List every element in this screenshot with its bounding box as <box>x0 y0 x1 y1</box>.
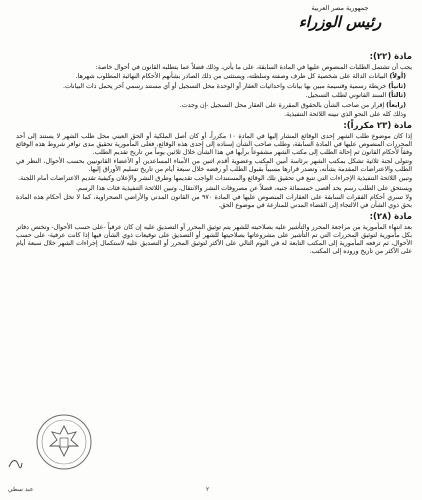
article-22-item-3 <box>16 92 412 100</box>
article-22-item-4 <box>16 102 412 110</box>
article-23bis-paragraph-4: ويستحق على الطلب رسم بحد أقصى خمسمائة جنيه، فضلاً عن مصروفات النشر والانتقال، وتبين اللائحة التنفيذية فئات هذا الرسم. <box>75 184 412 192</box>
article-22-intro: يجب أن تشتمل الطلبات المنصوص عليها في المادة السابقة، على ما يأتي، وذلك فضلاً عما يتطلبه القانون في أحوال خاصة: <box>95 64 412 71</box>
article-23bis-paragraph-1: إذا كان موضوع طلب الشهر إحدى الوقائع المشار إليها في المادة ١٠ مكرراً، أو كان أصل الملكية أو الحق العيني محل طلب الشهر لا يستند إلى أحد المحررات المنصوص عليها في المادة السابقة، وطلب صاحب الشأن إسناده إلى إحدى هذه الوقائع، فعلى المأمورية تحقيق مدى توافر شروط هذه الوقائع وفقاً لأحكام القانون ثم إحالة الطلب إلى مكتب الشهر مشفوعاً برأيها في هذا الشأن خلال ثلاثين يوماً من تاريخ تقديم الطلب. <box>16 132 412 156</box>
page-number: ٢ <box>206 486 210 493</box>
letterhead <box>280 4 400 44</box>
item-label: (رابعاً) <box>386 101 406 109</box>
article-28-paragraph-1: بعد انتهاء المأمورية من مراجعة المحرر والتأشير عليه بصلاحيته للشهر يتم توثيق المحرر أو التصديق عليه إن كان عرفياً -على حسب الأحوال- وتختص دفاتر بكل مأمورية لتوثيق المحررات التي تم التأشير على مشروعاتها بصلاحيتها للشهر أو التصديق على توقيعات ذوي الشأن فيها إذا كانت عرفية- على حسب الأحوال، ثم ترفعه المأمورية إلى المكتب التابعة له في اليوم التالي على الأكثر لتوثيق المحرر أو التصديق عليه لاستكمال إجراءات الشهر خلال سبعة أيام على الأكثر من تاريخ وروده إلى المكتب. <box>16 224 412 255</box>
footer-note: عبد سطي <box>8 486 34 493</box>
item-label: (ثالثاً) <box>388 92 406 100</box>
item-text: خريطة رسمية وقسيمة مبين بها بيانات واحداثيات العقار أو الوحدة محل التسجيل أو أي مستند رسمي آخر يحمل ذات البيانات. <box>62 82 387 90</box>
page-footer <box>0 486 422 498</box>
article-22-closing: وذلك كله على النحو الذي تبينه اللائحة التنفيذية. <box>284 111 406 119</box>
item-label: (ثانياً) <box>388 82 406 90</box>
article-22-item-2 <box>16 83 412 91</box>
article-22-heading: مادة (٢٢): <box>369 52 412 62</box>
letterhead-logo: رئيس الوزراء <box>298 13 382 31</box>
article-23bis-heading: مادة (٢٣ مكرراً): <box>343 120 412 131</box>
item-label: (أولاً) <box>389 73 406 81</box>
letterhead-country: جمهورية مصر العربية <box>311 4 369 12</box>
item-text: البيانات الدالة على شخصية كل طرف وصفته وسلطته، ويستثنى من ذلك الصادر بشأنهم الأحكام النهائية المطلوب شهرها. <box>75 73 388 81</box>
handwritten-mark-icon <box>6 455 24 473</box>
article-22-item-1 <box>16 73 412 81</box>
item-text: إقرار من صاحب الشأن بالحقوق المقررة على العقار محل التسجيل -إن وجدت. <box>179 101 385 109</box>
article-23bis-paragraph-5: ولا تسري أحكام الفقرات السابقة على العقارات المنصوص عليها في المادة ٩٧٠ من القانون المدني والأراضي الصحراوية، كما لا تخل أحكام هذه المادة بحق ذوي الشأن في الالتجاء إلى القضاء المدني للمنازعة في موضوع الحق. <box>16 194 412 210</box>
article-23bis-paragraph-2: وتتولى لجنة ثلاثية تشكل بمكتب الشهر برئاسة أمين المكتب وعضوية أقدم اثنين من الأمناء المساعدين أو الأعضاء القانونيين بحسب الأحوال، النظر في الطلب والاعتراضات المقدمة بشأنه، وتصدر قرارها مسبباً بقبول الطلب أو رفضه خلال سبعة أيام من تاريخ تسليم الأوراق إليها. <box>16 158 412 174</box>
article-28-heading: مادة (٢٨): <box>369 212 412 223</box>
eagle-seal-icon <box>34 412 94 472</box>
item-text: السند القانوني لطلب التسجيل. <box>305 92 387 100</box>
article-23bis-paragraph-3: وتبين اللائحة التنفيذية الإجراءات التي تتبع في تحقيق تلك الوقائع والمستندات الواجب تقديمها وطرق النشر والإعلان وكيفية تقديم الاعتراضات أمام اللجنة. <box>18 175 412 183</box>
